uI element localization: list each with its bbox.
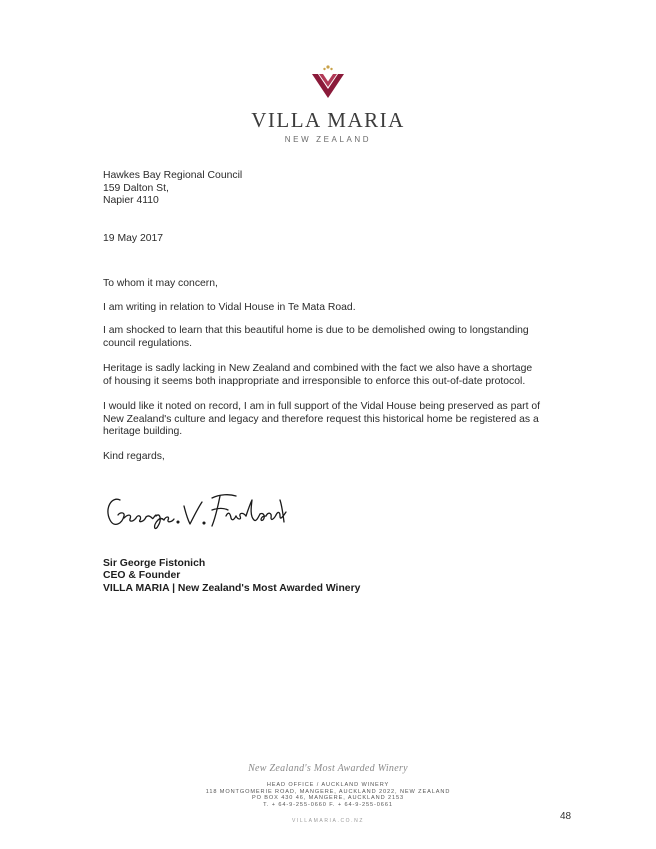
body-paragraph <box>103 325 543 350</box>
footer-address-line: 118 MONTGOMERIE ROAD, MANGERE, AUCKLAND 2022, NEW ZEALAND <box>205 788 451 795</box>
recipient-line: Hawkes Bay Regional Council <box>103 170 243 181</box>
paragraph-text: I am shocked to learn that this beautiful home is due to be demolished owing to longstanding council regulations. <box>103 325 529 349</box>
letterhead-logo <box>0 62 656 144</box>
footer-address <box>0 782 656 808</box>
signer-company: VILLA MARIA | New Zealand's Most Awarded Winery <box>103 582 361 594</box>
paragraph-text: Heritage is sadly lacking in New Zealand and combined with the fact we also have a shortage of housing it seems both inappropriate and irresponsible to enforce this out-of-date protocol. <box>103 363 533 387</box>
body-paragraph <box>103 302 543 315</box>
footer-address-line: HEAD OFFICE / AUCKLAND WINERY <box>266 782 390 788</box>
signer-name: Sir George Fistonich <box>103 558 206 569</box>
salutation: To whom it may concern, <box>103 278 218 289</box>
paragraph-text: I am writing in relation to Vidal House in Te Mata Road. <box>103 302 356 313</box>
footer-address-line: PO BOX 430 46, MANGERE, AUCKLAND 2153 <box>251 795 405 802</box>
brand-subtitle: NEW ZEALAND <box>284 135 372 144</box>
villa-maria-logo-mark <box>306 62 350 106</box>
recipient-line: 159 Dalton St, <box>103 182 169 194</box>
signer-title: CEO & Founder <box>103 570 181 582</box>
page-number: 48 <box>560 811 572 822</box>
closing: Kind regards, <box>103 451 165 462</box>
body-paragraph <box>103 401 543 439</box>
signer-block <box>103 558 360 595</box>
letter-date: 19 May 2017 <box>103 233 164 244</box>
brand-name: VILLA MARIA <box>251 108 405 132</box>
recipient-line: Napier 4110 <box>103 195 159 207</box>
body-paragraph <box>103 363 543 388</box>
handwritten-signature <box>100 486 290 536</box>
footer-website: VILLAMARIA.CO.NZ <box>292 818 364 824</box>
recipient-address <box>103 170 543 208</box>
footer-address-line: T. + 64-9-255-0660 F. + 64-9-255-0661 <box>263 801 393 808</box>
paragraph-text: I would like it noted on record, I am in full support of the Vidal House being preserved as part of New Zealand's culture and legacy and therefore request this historical home be registered as a heritage building. <box>103 401 541 438</box>
footer-tagline: New Zealand's Most Awarded Winery <box>248 763 408 774</box>
